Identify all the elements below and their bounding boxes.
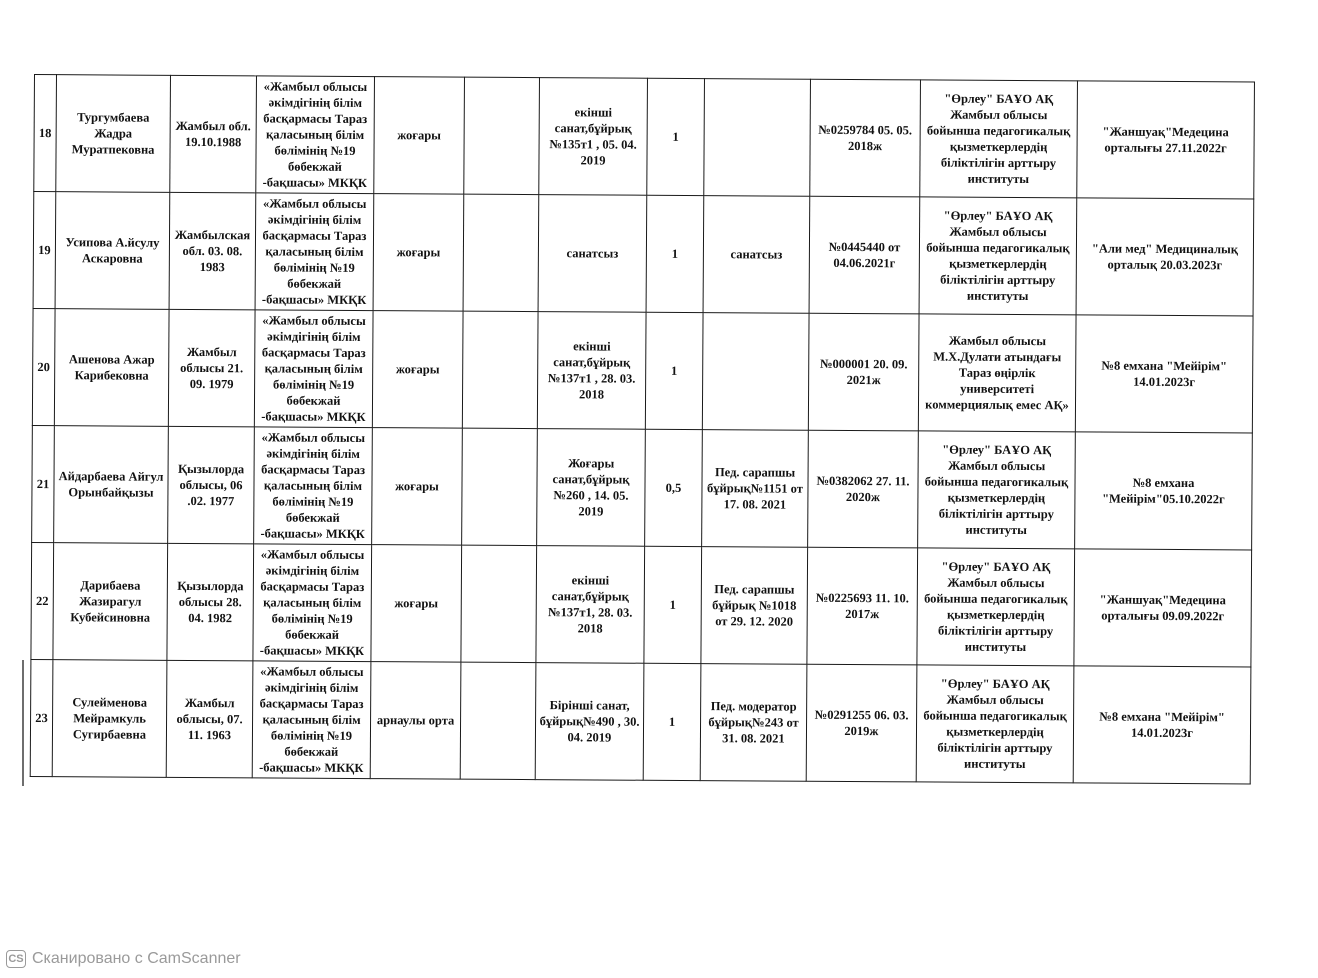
scanner-watermark xyxy=(6,949,241,969)
category: екінші санат,бұйрық №135т1 , 05. 04. 2019 xyxy=(539,78,648,196)
category: санатсыз xyxy=(538,195,647,313)
work-rate: 1 xyxy=(647,78,705,195)
employee-name: Сулейменова Мейрамкуль Сугирбаевна xyxy=(52,660,167,778)
organization: «Жамбыл облысы әкімдігінің білім басқармасы Тараз қаласының білім бөлімінің №19 бөбекжай -бақшасы» МКҚК xyxy=(256,76,375,194)
row-number: 21 xyxy=(32,425,55,542)
page-edge-shadow xyxy=(22,660,24,786)
medical-exam: "Жаншуақ"Медецина орталығы 09.09.2022г xyxy=(1074,549,1252,667)
medical-exam: №8 емхана "Мейірім" 14.01.2023г xyxy=(1073,666,1251,784)
employee-name: Усипова А.йсулу Аскаровна xyxy=(55,192,170,310)
organization: «Жамбыл облысы әкімдігінің білім басқармасы Тараз қаласының білім бөлімінің №19 бөбекжай -бақшасы» МКҚК xyxy=(255,193,374,311)
row-number: 19 xyxy=(33,192,56,309)
birth-info: Жамбыл облысы, 07. 11. 1963 xyxy=(166,660,253,778)
medical-exam: №8 емхана "Мейірім" 14.01.2023г xyxy=(1075,315,1253,433)
qualification: Пед. сарапшы бұйрық№1151 от 17. 08. 2021 xyxy=(702,430,809,548)
category: Жоғары санат,бұйрық №260 , 14. 05. 2019 xyxy=(537,429,646,547)
table-row xyxy=(34,75,1255,199)
medical-exam: "Али мед" Медициналық орталық 20.03.2023г xyxy=(1076,198,1254,316)
employee-name: Тургумбаева Жадра Муратпековна xyxy=(56,75,171,193)
work-rate: 0,5 xyxy=(645,429,703,546)
work-rate: 1 xyxy=(644,546,702,663)
education-level: жоғары xyxy=(373,194,464,312)
education-level: арнаулы орта xyxy=(370,662,461,780)
organization: «Жамбыл облысы әкімдігінің білім басқармасы Тараз қаласының білім бөлімінің №19 бөбекжай -бақшасы» МКҚК xyxy=(254,427,373,545)
birth-info: Жамбылская обл. 03. 08. 1983 xyxy=(169,192,256,310)
education-level: жоғары xyxy=(372,311,463,429)
table-row xyxy=(32,425,1253,549)
birth-info: Қызылорда облысы 28. 04. 1982 xyxy=(167,543,254,661)
staff-table xyxy=(30,74,1255,784)
certificate-number: №0291255 06. 03. 2019ж xyxy=(806,664,917,782)
qualification: Пед. сарапшы бұйрық №1018 от 29. 12. 2020 xyxy=(701,547,808,665)
row-number: 22 xyxy=(31,542,54,659)
empty-cell xyxy=(464,77,540,194)
table-row xyxy=(31,542,1252,666)
birth-info: Қызылорда облысы, 06 .02. 1977 xyxy=(168,426,255,544)
medical-exam: №8 емхана "Мейірім"05.10.2022г xyxy=(1075,432,1253,550)
camscanner-logo-icon: CS xyxy=(6,950,26,968)
qualification xyxy=(702,313,809,431)
empty-cell xyxy=(462,311,538,428)
qualification xyxy=(704,79,811,197)
category: Бірінші санат, бұйрық№490 , 30. 04. 2019 xyxy=(535,663,644,781)
employee-name: Ашенова Ажар Карибековна xyxy=(54,309,169,427)
empty-cell xyxy=(460,662,536,779)
qualification: санатсыз xyxy=(703,196,810,314)
certificate-number: №0445440 от 04.06.2021г xyxy=(809,196,920,314)
education-level: жоғары xyxy=(371,545,462,663)
organization: «Жамбыл облысы әкімдігінің білім басқармасы Тараз қаласының білім бөлімінің №19 бөбекжай -бақшасы» МКҚК xyxy=(254,310,373,428)
watermark-text: Сканировано с CamScanner xyxy=(32,950,241,967)
work-rate: 1 xyxy=(646,195,704,312)
education-level: жоғары xyxy=(372,428,463,546)
training-institute: "Өрлеу" БАҰО АҚ Жамбыл облысы бойынша педагогикалық қызметкерлердің біліктілігін арттыру институты xyxy=(918,431,1076,549)
work-rate: 1 xyxy=(645,312,703,429)
work-rate: 1 xyxy=(643,663,701,780)
birth-info: Жамбыл обл. 19.10.1988 xyxy=(170,75,257,193)
certificate-number: №0259784 05. 05. 2018ж xyxy=(810,79,921,197)
row-number: 23 xyxy=(30,659,53,776)
organization: «Жамбыл облысы әкімдігінің білім басқармасы Тараз қаласының білім бөлімінің №19 бөбекжай -бақшасы» МКҚК xyxy=(253,544,372,662)
training-institute: "Өрлеу" БАҰО АҚ Жамбыл облысы бойынша педагогикалық қызметкерлердің біліктілігін арттыру институты xyxy=(917,548,1075,666)
row-number: 18 xyxy=(34,75,57,192)
training-institute: "Өрлеу" БАҰО АҚ Жамбыл облысы бойынша педагогикалық қызметкерлердің біліктілігін арттыру институты xyxy=(916,665,1074,783)
table-row xyxy=(32,308,1253,432)
empty-cell xyxy=(462,428,538,545)
training-institute: "Өрлеу" БАҰО АҚ Жамбыл облысы бойынша педагогикалық қызметкерлердің біліктілігін арттыру институты xyxy=(919,197,1077,315)
employee-name: Айдарбаева Айгул Орынбайқызы xyxy=(54,426,169,544)
category: екінші санат,бұйрық №137т1, 28. 03. 2018 xyxy=(536,546,645,664)
medical-exam: "Жаншуақ"Медецина орталығы 27.11.2022г xyxy=(1077,81,1255,199)
empty-cell xyxy=(461,545,537,662)
education-level: жоғары xyxy=(374,77,465,195)
category: екінші санат,бұйрық №137т1 , 28. 03. 2018 xyxy=(537,312,646,430)
training-institute: "Өрлеу" БАҰО АҚ Жамбыл облысы бойынша педагогикалық қызметкерлердің біліктілігін арттыру институты xyxy=(920,80,1078,198)
empty-cell xyxy=(463,194,539,311)
employee-name: Дарибаева Жазирагул Кубейсиновна xyxy=(53,543,168,661)
training-institute: Жамбыл облысы М.Х.Дулати атындағы Тараз өңірлік университеті коммерциялық емес АҚ» xyxy=(918,314,1076,432)
certificate-number: №000001 20. 09. 2021ж xyxy=(808,313,919,431)
table-row xyxy=(33,192,1254,316)
table-row xyxy=(30,659,1251,783)
table-body xyxy=(30,75,1254,784)
organization: «Жамбыл облысы әкімдігінің білім басқармасы Тараз қаласының білім бөлімінің №19 бөбекжай -бақшасы» МКҚК xyxy=(252,661,371,779)
certificate-number: №0225693 11. 10. 2017ж xyxy=(807,547,918,665)
qualification: Пед. модератор бұйрық№243 от 31. 08. 2021 xyxy=(700,664,807,782)
row-number: 20 xyxy=(32,308,55,425)
certificate-number: №0382062 27. 11. 2020ж xyxy=(808,430,919,548)
birth-info: Жамбыл облысы 21. 09. 1979 xyxy=(168,309,255,427)
